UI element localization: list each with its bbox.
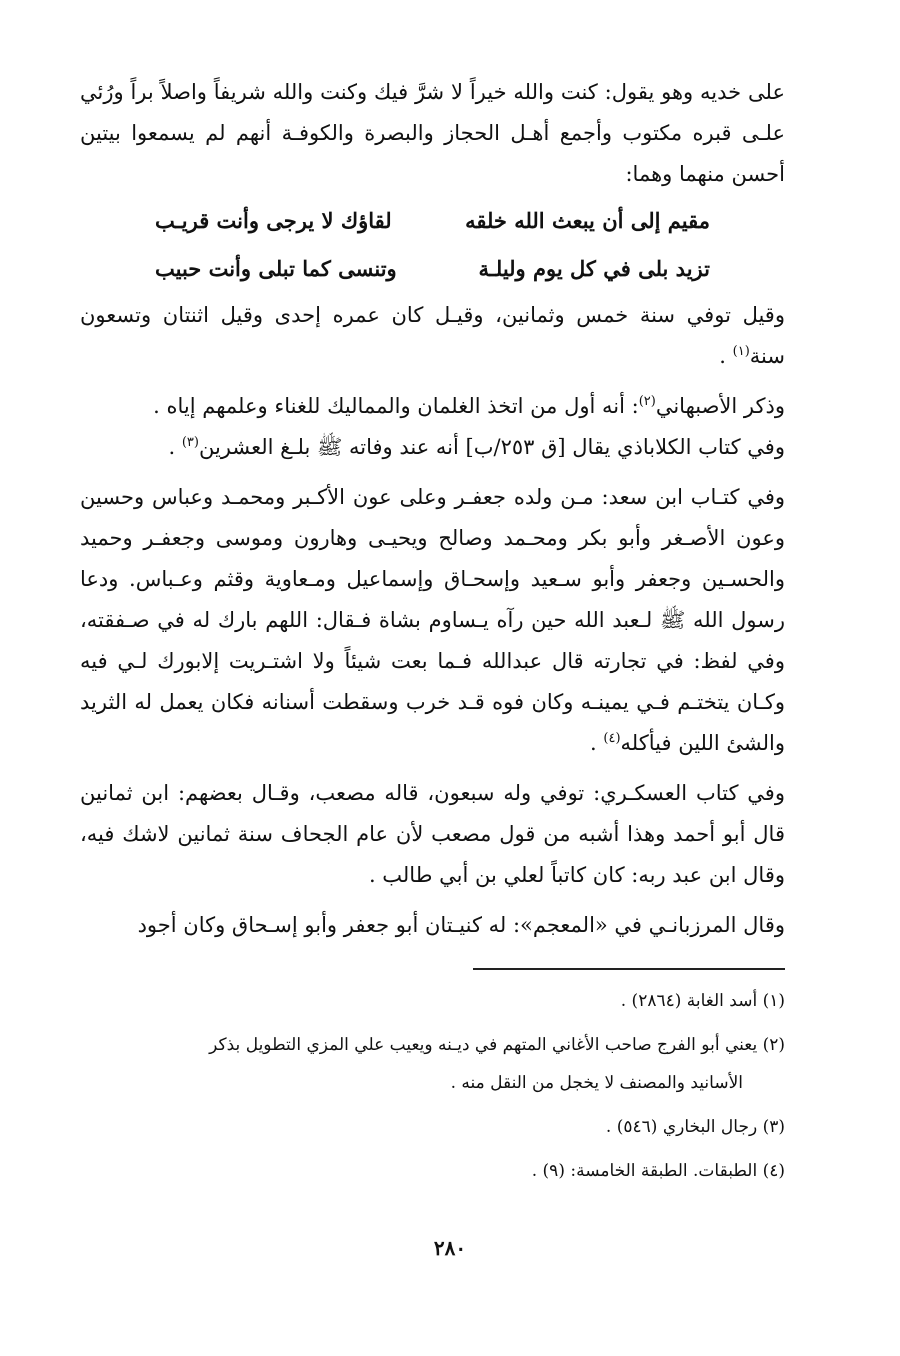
paragraph [80, 427, 785, 468]
poem-verse [155, 245, 710, 293]
verse-hemistich-left: وتنسى كما تبلى وأنت حبيب [155, 256, 397, 281]
paragraph-end: . [719, 344, 733, 368]
verse-hemistich-left: لقاؤك لا يرجى وأنت قريـب [155, 208, 392, 233]
poem-verse [155, 197, 710, 245]
footnote-separator [473, 968, 785, 970]
footnote: (٤) الطبقات. الطبقة الخامسة: (٩) . [531, 1161, 785, 1181]
footnote-continuation: الأسانيد والمصنف لا يخجل من النقل منه . [450, 1073, 743, 1093]
paragraph-end: . [168, 435, 182, 459]
paragraph [80, 477, 785, 764]
paragraph [80, 386, 785, 427]
footnote: (٣) رجال البخاري (٥٤٦) . [605, 1117, 785, 1137]
verse-hemistich-right: تزيد بلى في كل يوم وليلـة [478, 256, 710, 281]
paragraph-text: وفي كتاب الكلاباذي يقال [ق ٢٥٣/ب] أنه عند وفاته ﷺ بلـغ العشرين [198, 435, 785, 459]
footnote-text: (٢) يعني أبو الفرج صاحب الأغاني المتهم في ديـنه ويعيب علي المزي التطويل بذكر [209, 1035, 785, 1055]
paragraph-text: وقيل توفي سنة خمس وثمانين، وقيـل كان عمره إحدى وقيل اثنتان وتسعون سنة [80, 303, 785, 368]
paragraph-text: وذكر الأصبهاني [655, 394, 785, 418]
verse-hemistich-right: مقيم إلى أن يبعث الله خلقه [465, 208, 710, 233]
paragraph-text: وفي كتـاب ابن سعد: مـن ولده جعفـر وعلى عون الأكـبر ومحمـد وعباس وحسين وعون الأصـغر وأبو بكر ومحـمد وصالح ويحيـى وهارون وموسى وجعفـر وحميد والحسـين وجعفر وأبو سـعيد وإسحـاق وإسماعيل ومـعاوية وقثم وعـباس. ودعا رسول الله ﷺ لـعبد الله حين رآه يـساوم بشاة فـقال: اللهم بارك له في صـفقته، وفي لفظ: في تجارته قال عبدالله فـما بعت شيئاً ولا اشتـريت إلابورك لـي فيه وكـان يتختـم فـي يمينـه وكان فوه قـد خرب وسقطت أسنانه فكان يعمل له الثريد والشئ اللين فيأكله [80, 485, 785, 755]
poem [155, 197, 710, 293]
footnote-marker: (١) [732, 344, 750, 359]
paragraph: وفي كتاب العسكـري: توفي وله سبعون، قاله مصعب، وقـال بعضهم: ابن ثمانين قال أبو أحمد وهذا أشبه من قول مصعب لأن عام الجحاف سنة ثمانين لاشك فيه، وقال ابن عبد ربه: كان كاتباً لعلي بن أبي طالب . [80, 781, 785, 887]
paragraph: على خديه وهو يقول: كنت والله خيراً لا شرَّ فيك وكنت والله شريفاً واصلاً براً ورُئي علـى قبره مكتوب وأجمع أهـل الحجاز والبصرة والكوفـة أنهم لم يسمعوا بيتين أحسن منهما وهما: [80, 80, 785, 186]
paragraph-text: : أنه أول من اتخذ الغلمان والمماليك للغناء وعلمهم إياه . [153, 394, 639, 418]
main-text [80, 72, 785, 946]
page-number: ٢٨٠ [433, 1236, 467, 1260]
footnote [80, 1026, 785, 1102]
footnote-marker: (٣) [181, 435, 199, 450]
paragraph-end: . [590, 731, 604, 755]
footnote-marker: (٢) [638, 394, 656, 409]
paragraph: وقال المرزبانـي في «المعجم»: له كنيـتان أبو جعفر وأبو إسـحاق وكان أجود [137, 913, 785, 937]
footnotes [80, 982, 785, 1196]
paragraph [80, 295, 785, 377]
footnote: (١) أسد الغابة (٢٨٦٤) . [620, 991, 785, 1011]
footnote-marker: (٤) [603, 731, 621, 746]
